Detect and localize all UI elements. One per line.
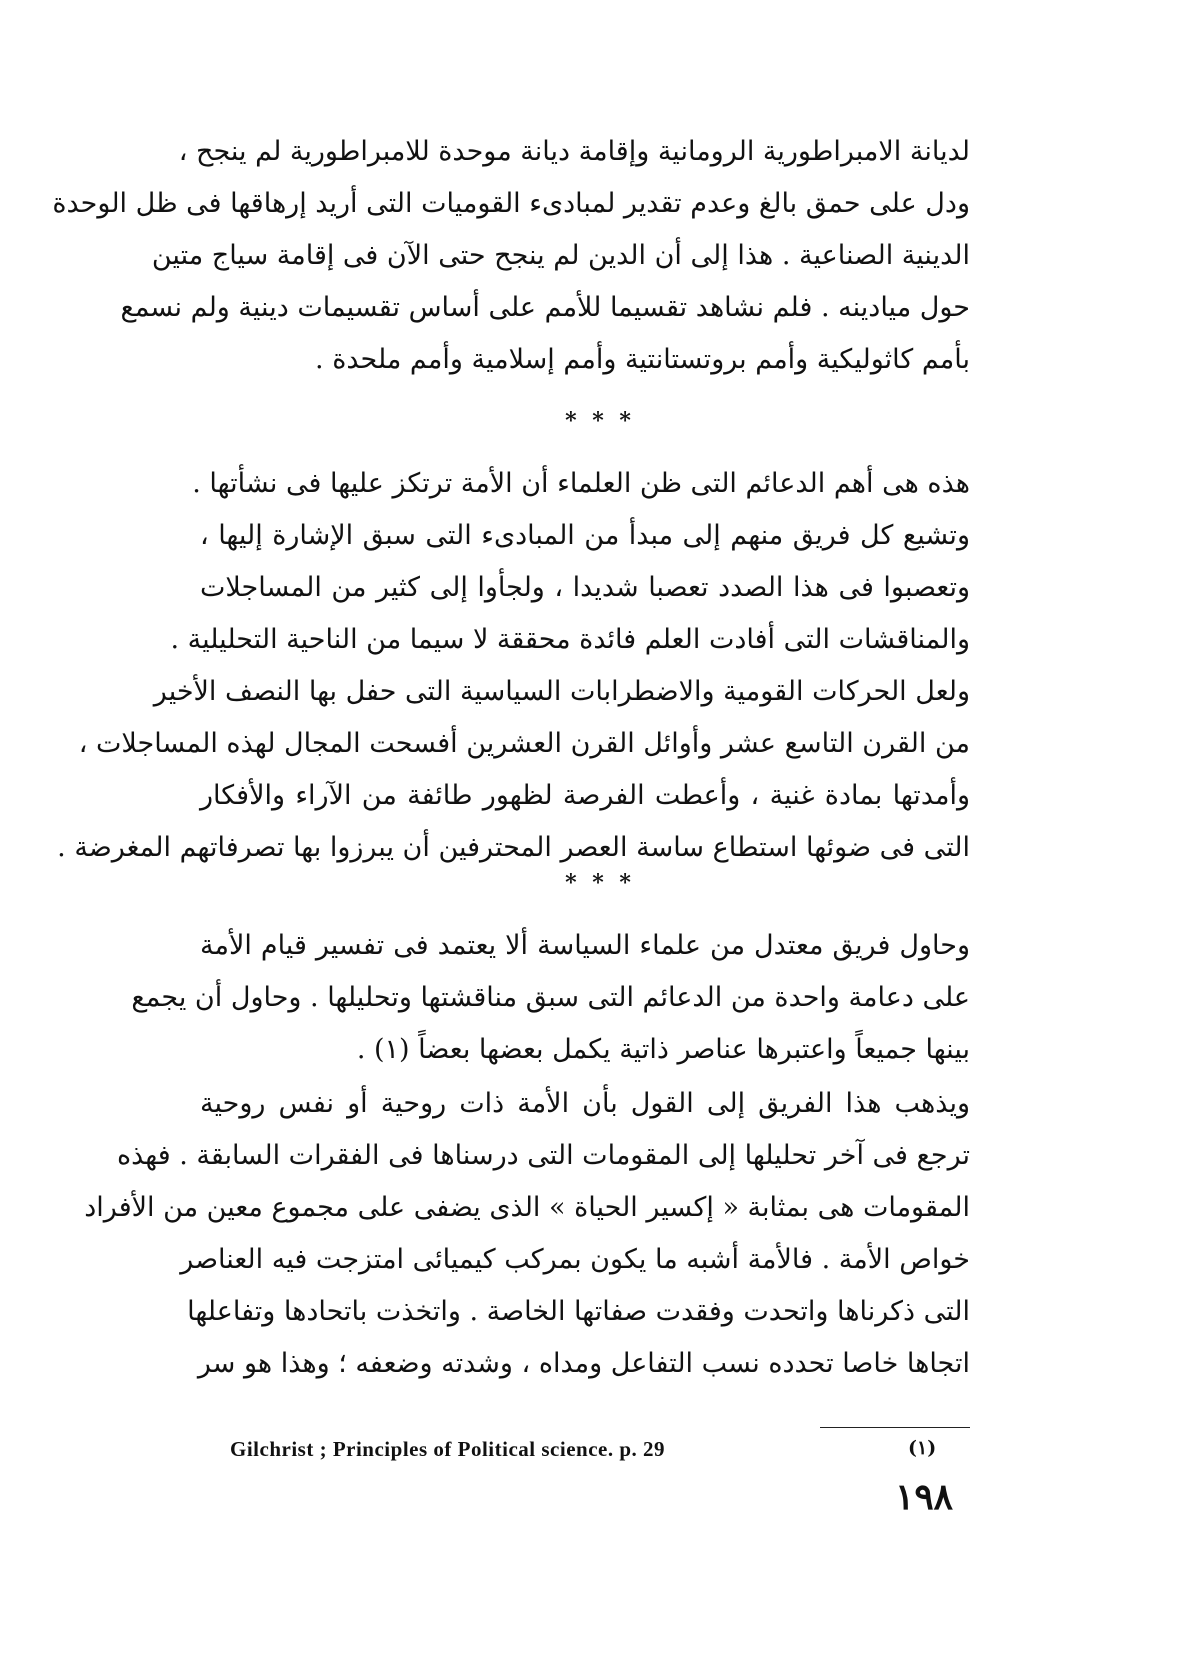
text-line: اتجاها خاصا تحدده نسب التفاعل ومداه ، وشدته وضعفه ؛ وهذا هو سر xyxy=(197,1348,970,1379)
text-line: وتشيع كل فريق منهم إلى مبدأ من المبادىء التى سبق الإشارة إليها ، xyxy=(200,520,970,551)
text-line: حول ميادينه . فلم نشاهد تقسيما للأمم على أساس تقسيمات دينية ولم نسمع xyxy=(120,292,970,323)
paragraph-4 xyxy=(84,1078,971,1390)
text-line: ويذهب هذا الفريق إلى القول بأن الأمة ذات روحية أو نفس روحية xyxy=(200,1088,971,1119)
footnote-marker: (١) xyxy=(908,1437,937,1459)
text-line: ودل على حمق بالغ وعدم تقدير لمبادىء القوميات التى أريد إرهاقها فى ظل الوحدة xyxy=(52,188,970,219)
footnote-text: Gilchrist ; Principles of Political science. p. 29 xyxy=(230,1437,666,1461)
text-line: وحاول فريق معتدل من علماء السياسة ألا يعتمد فى تفسير قيام الأمة xyxy=(200,930,970,961)
text-line: وأمدتها بمادة غنية ، وأعطت الفرصة لظهور طائفة من الآراء والأفكار xyxy=(200,780,970,811)
section-separator: * * * xyxy=(565,408,635,434)
text-line: وتعصبوا فى هذا الصدد تعصبا شديدا ، ولجأوا إلى كثير من المساجلات xyxy=(200,572,970,603)
section-separator: * * * xyxy=(565,870,635,896)
text-line: ولعل الحركات القومية والاضطرابات السياسية التى حفل بها النصف الأخير xyxy=(153,676,970,707)
text-line: على دعامة واحدة من الدعائم التى سبق مناقشتها وتحليلها . وحاول أن يجمع xyxy=(131,982,970,1013)
text-line: والمناقشات التى أفادت العلم فائدة محققة لا سيما من الناحية التحليلية . xyxy=(170,624,970,655)
text-line: من القرن التاسع عشر وأوائل القرن العشرين أفسحت المجال لهذه المساجلات ، xyxy=(78,728,970,759)
text-line: بأمم كاثوليكية وأمم بروتستانتية وأمم إسلامية وأمم ملحدة . xyxy=(315,344,970,375)
paragraph-3 xyxy=(131,920,970,1076)
text-line: خواص الأمة . فالأمة أشبه ما يكون بمركب كيميائى امتزجت فيه العناصر xyxy=(180,1244,970,1275)
text-line: التى فى ضوئها استطاع ساسة العصر المحترفين أن يبرزوا بها تصرفاتهم المغرضة . xyxy=(57,832,970,863)
paragraph-1 xyxy=(52,126,970,386)
text-line: ترجع فى آخر تحليلها إلى المقومات التى درسناها فى الفقرات السابقة . فهذه xyxy=(116,1140,970,1171)
text-line: بينها جميعاً واعتبرها عناصر ذاتية يكمل بعضها بعضاً (١) . xyxy=(356,1034,970,1065)
text-line: التى ذكرناها واتحدت وفقدت صفاتها الخاصة . واتخذت باتحادها وتفاعلها xyxy=(187,1296,970,1327)
text-line: المقومات هى بمثابة « إكسير الحياة » الذى يضفى على مجموع معين من الأفراد xyxy=(84,1192,970,1223)
paragraph-2 xyxy=(57,458,970,874)
text-line: هذه هى أهم الدعائم التى ظن العلماء أن الأمة ترتكز عليها فى نشأتها . xyxy=(192,468,970,499)
footnote-divider xyxy=(820,1427,970,1428)
text-line: الدينية الصناعية . هذا إلى أن الدين لم ينجح حتى الآن فى إقامة سياج متين xyxy=(151,240,970,271)
text-line: لديانة الامبراطورية الرومانية وإقامة ديانة موحدة للامبراطورية لم ينجح ، xyxy=(178,136,970,167)
page-number: ١٩٨ xyxy=(895,1476,954,1518)
